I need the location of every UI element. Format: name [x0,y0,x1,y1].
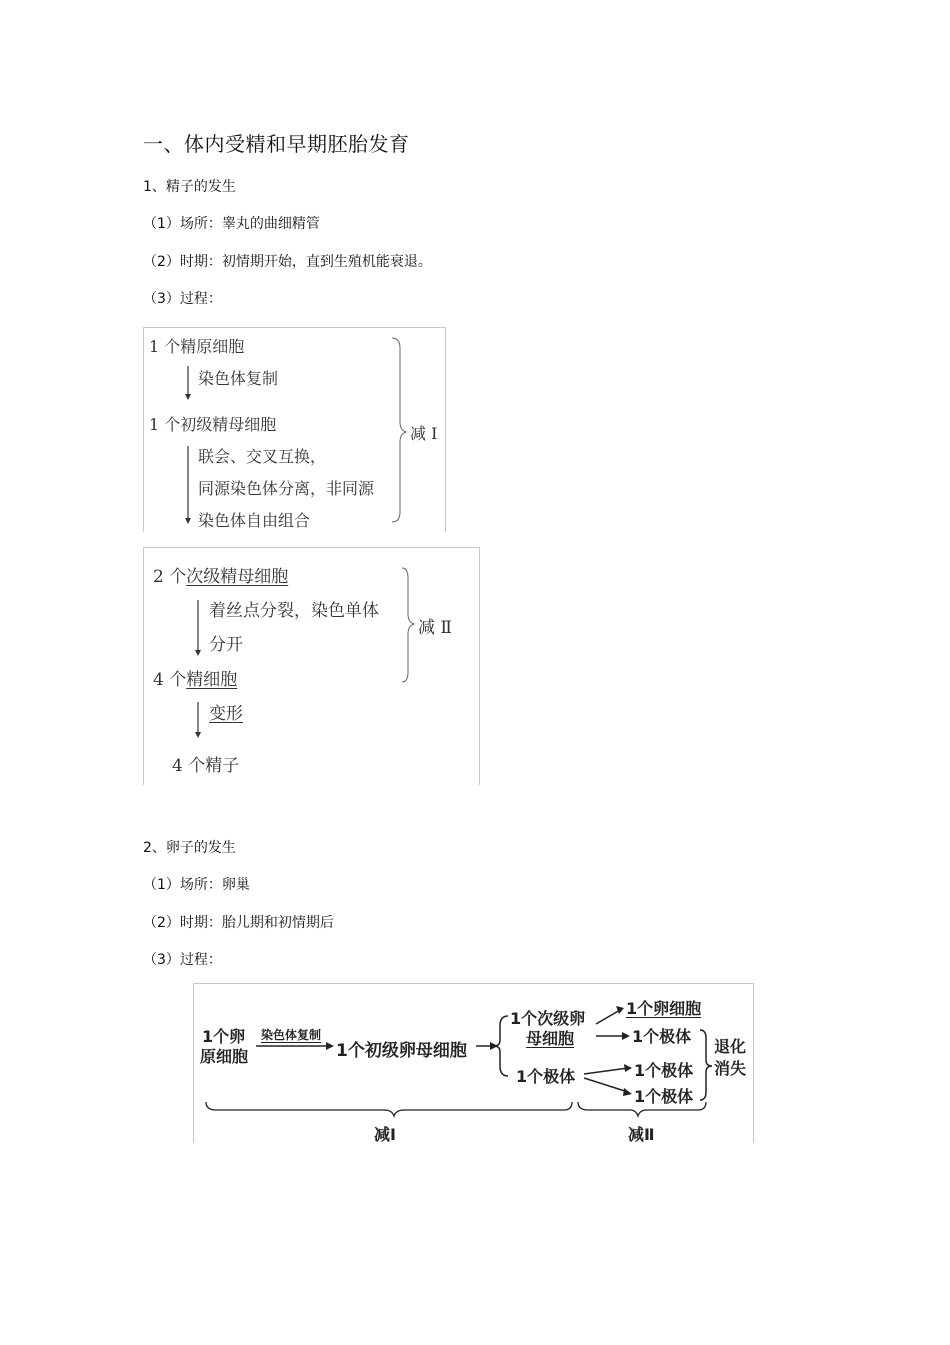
oogenesis-meiosis-2-label: 减Ⅱ [628,1125,655,1144]
egg-period: （2）时期：胎儿期和初情期后 [143,915,334,931]
egg-cell: 1个卵细胞 [626,999,702,1018]
sperm-heading: 1、精子的发生 [143,179,236,195]
first-polar-body: 1个极体 [516,1067,576,1086]
meiosis-1-label: 减 Ⅰ [410,424,438,443]
degenerate-line2: 消失 [714,1059,747,1078]
chromosome-replication-label: 染色体复制 [198,369,279,388]
chromatid-separation-label: 分开 [209,635,243,655]
secondary-oocyte-line2: 母细胞 [526,1029,575,1048]
secondary-spermatocyte-count: 2 个 [153,567,187,587]
egg-process-label: （3）过程： [143,952,222,968]
degenerate-line1: 退化 [714,1037,747,1056]
spermatid [153,665,237,690]
oogonium-line2: 原细胞 [200,1047,249,1066]
sperm-period: （2）时期：初情期开始，直到生殖机能衰退。 [143,254,432,270]
egg-place: （1）场所：卵巢 [143,877,250,893]
sperm-place: （1）场所：睾丸的曲细精管 [143,216,320,232]
polar-body-b: 1个极体 [634,1061,694,1080]
secondary-spermatocyte [153,562,288,587]
homolog-separation-label: 同源染色体分离，非同源 [198,479,375,498]
section-title: 一、体内受精和早期胚胎发育 [143,132,410,156]
oogenesis-diagram [193,983,754,1143]
secondary-spermatocyte-name: 次级精母细胞 [186,567,289,587]
meiosis-2-label: 减 Ⅱ [418,618,452,638]
sperm-cells: 4 个精子 [172,756,240,776]
synapsis-label: 联会、交叉互换， [198,447,327,466]
oogenesis-meiosis-1-label: 减Ⅰ [374,1125,396,1144]
secondary-oocyte-line1: 1个次级卵 [510,1009,586,1028]
spermatid-name: 精细胞 [186,670,238,690]
spermatogenesis-diagram-2 [143,547,480,785]
polar-body-a: 1个极体 [632,1027,692,1046]
metamorphosis-label: 变形 [209,704,243,724]
spermatogonium: 1 个精原细胞 [149,337,245,356]
primary-oocyte: 1个初级卵母细胞 [336,1041,467,1061]
spermatid-count: 4 个 [153,670,187,690]
spermatogenesis-diagram-1 [143,327,446,532]
centromere-split-label: 着丝点分裂，染色单体 [209,601,379,621]
oogonium-line1: 1个卵 [202,1027,246,1046]
primary-spermatocyte: 1 个初级精母细胞 [149,415,277,434]
chromosome-replication-arrow-label: 染色体复制 [261,1028,322,1042]
egg-heading: 2、卵子的发生 [143,840,236,856]
free-combination-label: 染色体自由组合 [198,511,311,530]
sperm-process-label: （3）过程： [143,291,222,307]
polar-body-c: 1个极体 [634,1087,694,1106]
